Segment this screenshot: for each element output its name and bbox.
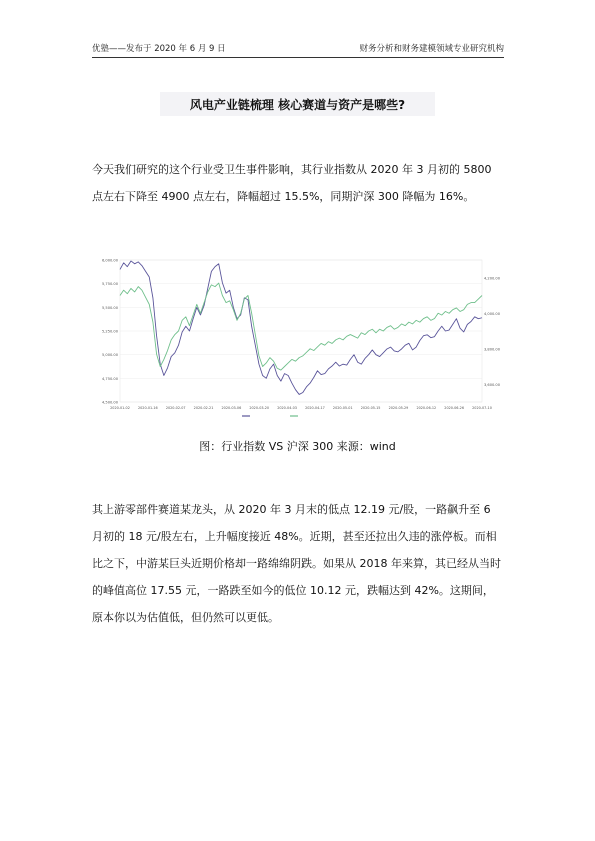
title-box: [160, 92, 435, 116]
x-tick-label: 2020-04-17: [305, 406, 325, 410]
x-tick-label: 2020-02-21: [193, 406, 214, 410]
x-tick-label: 2020-03-06: [221, 406, 242, 410]
x-tick-label: 2020-05-01: [332, 406, 353, 410]
header-divider: [92, 57, 504, 58]
x-tick-label: 2020-05-29: [388, 406, 409, 410]
x-tick-label: 2020-02-07: [165, 406, 186, 410]
index-comparison-chart: [92, 252, 502, 424]
x-tick-label: 2020-06-12: [416, 406, 437, 410]
y-left-tick-label: 5,250.00: [101, 329, 118, 334]
series-line-csi300: [120, 283, 482, 370]
y-left-tick-label: 4,500.00: [101, 400, 118, 405]
article-title: 风电产业链梳理 核心赛道与资产是哪些?: [189, 98, 406, 112]
paragraph-intro: 今天我们研究的这个行业受卫生事件影响，其行业指数从 2020 年 3 月初的 5800 点左右下降至 4900 点左右，降幅超过 15.5%，同期沪深 300 降幅为 16%。: [92, 163, 492, 203]
x-tick-label: 2020-07-10: [472, 406, 492, 410]
header-publish-info: 优塾——发布于 2020 年 6 月 9 日: [92, 44, 226, 54]
chart-caption: 图：行业指数 VS 沪深 300 来源：wind: [199, 440, 396, 453]
y-right-tick-label: 3,800.00: [484, 347, 501, 352]
x-tick-label: 2020-05-15: [360, 406, 381, 410]
x-tick-label: 2020-01-16: [137, 406, 158, 410]
x-tick-label: 2020-01-02: [110, 406, 130, 410]
x-tick-label: 2020-03-20: [249, 406, 270, 410]
y-left-tick-label: 5,000.00: [101, 353, 118, 358]
y-right-tick-label: 4,200.00: [484, 276, 501, 281]
header-organization: 财务分析和财务建模领域专业研究机构: [359, 44, 504, 54]
series-line-industry-index: [120, 261, 482, 394]
x-tick-label: 2020-04-03: [277, 406, 297, 410]
paragraph-analysis: 其上游零部件赛道某龙头，从 2020 年 3 月末的低点 12.19 元/股，一路飙升至 6 月初的 18 元/股左右，上升幅度接近 48%。近期，甚至还拉出久违的涨停板。而相比之下，中游某巨头近期价格却一路绵绵阴跌。如果从 2018 年来算，其已经从当时的峰值高位 17.55 元，一路跌至如今的低位 10.12 元，跌幅达到 42%。这期间，原本你以为估值低，但仍然可以更低。: [92, 503, 501, 624]
y-left-tick-label: 4,750.00: [101, 376, 118, 381]
page-header: [92, 42, 504, 56]
y-right-tick-label: 3,600.00: [484, 382, 501, 387]
y-left-tick-label: 6,000.00: [101, 258, 118, 263]
y-left-tick-label: 5,750.00: [101, 282, 118, 287]
y-left-tick-label: 5,500.00: [101, 305, 118, 310]
x-tick-label: 2020-06-26: [444, 406, 465, 410]
y-right-tick-label: 4,000.00: [484, 311, 501, 316]
